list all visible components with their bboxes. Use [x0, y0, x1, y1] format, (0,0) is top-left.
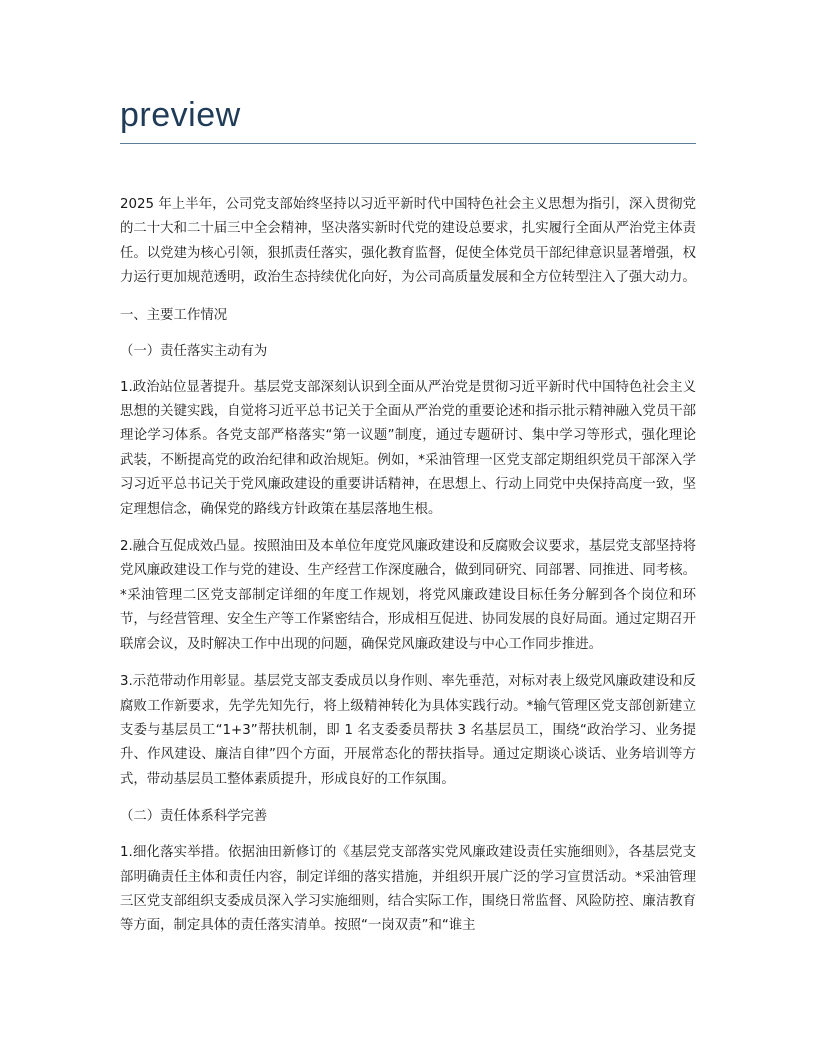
document-body — [120, 193, 696, 952]
paragraph-integration: 2.融合互促成效凸显。按照油田及本单位年度党风廉政建设和反腐败会议要求，基层党支部坚持将党风廉政建设工作与党的建设、生产经营工作深度融合，做到同研究、同部署、同推进、同考核。*采油管理二区党支部制定详细的年度工作规划，将党风廉政建设目标任务分解到各个岗位和环节，与经营管理、安全生产等工作紧密结合，形成相互促进、协同发展的良好局面。通过定期召开联席会议，及时解决工作中出现的问题，确保党风廉政建设与中心工作同步推进。 — [120, 539, 696, 652]
subsection-heading-system: （二）责任体系科学完善 — [120, 809, 268, 825]
paragraph-political-stance: 1.政治站位显著提升。基层党支部深刻认识到全面从严治党是贯彻习近平新时代中国特色社会主义思想的关键实践，自觉将习近平总书记关于全面从严治党的重要论述和指示批示精神融入党员干部理论学习体系。各党支部严格落实“第一议题”制度，通过专题研讨、集中学习等形式，强化理论武装，不断提高党的政治纪律和政治规矩。例如，*采油管理一区党支部定期组织党员干部深入学习习近平总书记关于党风廉政建设的重要讲话精神，在思想上、行动上同党中央保持高度一致，坚定理想信念，确保党的路线方针政策在基层落地生根。 — [120, 379, 696, 517]
section-heading-main-work: 一、主要工作情况 — [120, 307, 228, 323]
intro-paragraph: 2025 年上半年，公司党支部始终坚持以习近平新时代中国特色社会主义思想为指引，深入贯彻党的二十大和二十届三中全会精神，坚决落实新时代党的建设总要求，扎实履行全面从严治党主体责任。以党建为核心引领，狠抓责任落实，强化教育监督，促使全体党员干部纪律意识显著增强，权力运行更加规范透明，政治生态持续优化向好，为公司高质量发展和全方位转型注入了强大动力。 — [120, 197, 696, 286]
paragraph-demonstration: 3.示范带动作用彰显。基层党支部支委成员以身作则、率先垂范，对标对表上级党风廉政建设和反腐败工作新要求，先学先知先行，将上级精神转化为具体实践行动。*输气管理区党支部创新建立支委与基层员工“1+3”帮扶机制，即 1 名支委委员帮扶 3 名基层员工，围绕“政治学习、业务提升、作风建设、廉洁自律”四个方面，开展常态化的帮扶指导。通过定期谈心谈话、业务培训等方式，带动基层员工整体素质提升，形成良好的工作氛围。 — [120, 674, 696, 787]
subsection-heading-responsibility: （一）责任落实主动有为 — [120, 343, 268, 359]
title-divider — [120, 143, 696, 144]
paragraph-measures: 1.细化落实举措。依据油田新修订的《基层党支部落实党风廉政建设责任实施细则》，各基层党支部明确责任主体和责任内容，制定详细的落实措施，并组织开展广泛的学习宣贯活动。*采油管理三区党支部组织支委成员深入学习实施细则，结合实际工作，围绕日常监督、风险防控、廉洁教育等方面，制定具体的责任落实清单。按照“一岗双责”和“谁主 — [120, 845, 696, 934]
page-title: preview — [120, 96, 241, 134]
